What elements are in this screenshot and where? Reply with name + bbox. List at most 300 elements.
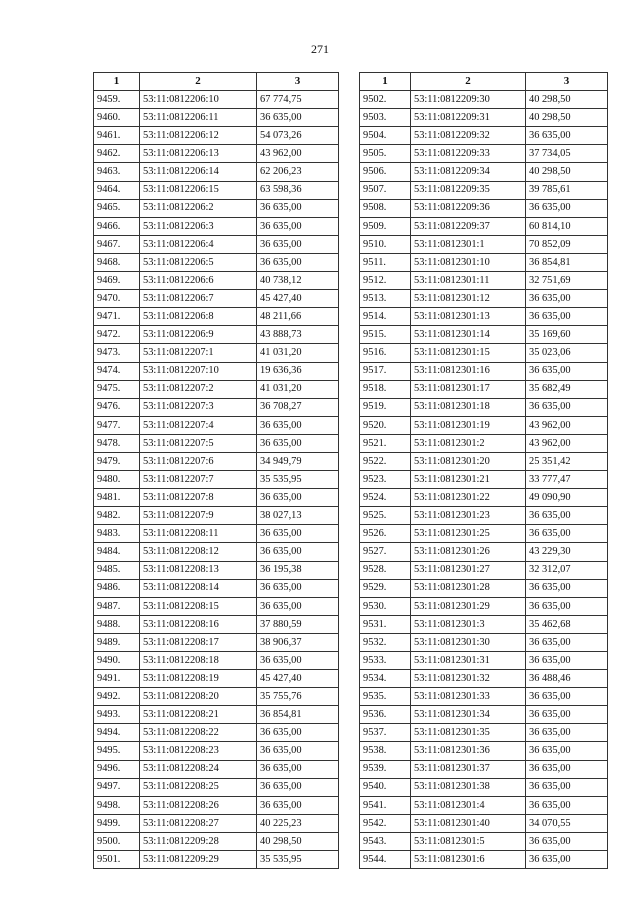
row-number: 9505. — [360, 145, 411, 163]
table-row — [94, 416, 339, 434]
cadastral-number: 53:11:0812207:9 — [140, 507, 257, 525]
table-row — [360, 615, 608, 633]
table-row — [94, 434, 339, 452]
cadastral-number: 53:11:0812209:35 — [411, 181, 526, 199]
table-row — [94, 235, 339, 253]
row-number: 9503. — [360, 109, 411, 127]
cadastral-number: 53:11:0812301:23 — [411, 507, 526, 525]
cadastral-value: 36 635,00 — [257, 778, 339, 796]
header-col-3: 3 — [257, 73, 339, 91]
table-row — [94, 145, 339, 163]
table-row — [360, 91, 608, 109]
cadastral-number: 53:11:0812209:34 — [411, 163, 526, 181]
table-body-left — [94, 91, 339, 869]
row-number: 9537. — [360, 724, 411, 742]
cadastral-value: 36 635,00 — [257, 253, 339, 271]
cadastral-number: 53:11:0812301:10 — [411, 253, 526, 271]
table-row — [360, 163, 608, 181]
cadastral-number: 53:11:0812206:2 — [140, 199, 257, 217]
cadastral-number: 53:11:0812301:1 — [411, 235, 526, 253]
cadastral-number: 53:11:0812301:17 — [411, 380, 526, 398]
table-row — [360, 290, 608, 308]
table-row — [360, 471, 608, 489]
cadastral-value: 36 635,00 — [526, 724, 608, 742]
table-row — [94, 724, 339, 742]
row-number: 9471. — [94, 308, 140, 326]
table-row — [360, 416, 608, 434]
table-row — [360, 217, 608, 235]
row-number: 9540. — [360, 778, 411, 796]
table-row — [360, 489, 608, 507]
table-row — [94, 181, 339, 199]
cadastral-value: 62 206,23 — [257, 163, 339, 181]
cadastral-number: 53:11:0812208:12 — [140, 543, 257, 561]
cadastral-number: 53:11:0812206:13 — [140, 145, 257, 163]
cadastral-number: 53:11:0812206:3 — [140, 217, 257, 235]
cadastral-value: 36 635,00 — [526, 742, 608, 760]
cadastral-value: 37 734,05 — [526, 145, 608, 163]
table-row — [94, 489, 339, 507]
cadastral-value: 36 488,46 — [526, 670, 608, 688]
cadastral-number: 53:11:0812206:7 — [140, 290, 257, 308]
cadastral-number: 53:11:0812301:32 — [411, 670, 526, 688]
cadastral-value: 32 312,07 — [526, 561, 608, 579]
table-row — [94, 579, 339, 597]
row-number: 9517. — [360, 362, 411, 380]
table-row — [360, 724, 608, 742]
cadastral-number: 53:11:0812208:11 — [140, 525, 257, 543]
row-number: 9498. — [94, 796, 140, 814]
cadastral-number: 53:11:0812301:29 — [411, 597, 526, 615]
row-number: 9496. — [94, 760, 140, 778]
cadastral-value: 19 636,36 — [257, 362, 339, 380]
row-number: 9493. — [94, 706, 140, 724]
cadastral-value: 36 635,00 — [257, 434, 339, 452]
cadastral-value: 36 635,00 — [526, 525, 608, 543]
cadastral-number: 53:11:0812301:20 — [411, 452, 526, 470]
cadastral-value: 33 777,47 — [526, 471, 608, 489]
cadastral-value: 40 298,50 — [257, 832, 339, 850]
table-row — [94, 290, 339, 308]
row-number: 9524. — [360, 489, 411, 507]
cadastral-number: 53:11:0812208:19 — [140, 670, 257, 688]
cadastral-value: 36 635,00 — [257, 199, 339, 217]
cadastral-value: 36 635,00 — [257, 760, 339, 778]
row-number: 9482. — [94, 507, 140, 525]
table-row — [94, 543, 339, 561]
row-number: 9511. — [360, 253, 411, 271]
row-number: 9460. — [94, 109, 140, 127]
row-number: 9518. — [360, 380, 411, 398]
cadastral-value: 48 211,66 — [257, 308, 339, 326]
cadastral-value: 35 535,95 — [257, 851, 339, 869]
row-number: 9481. — [94, 489, 140, 507]
cadastral-number: 53:11:0812301:6 — [411, 851, 526, 869]
row-number: 9475. — [94, 380, 140, 398]
cadastral-number: 53:11:0812209:32 — [411, 127, 526, 145]
table-row — [360, 398, 608, 416]
header-col-1: 1 — [360, 73, 411, 91]
row-number: 9544. — [360, 851, 411, 869]
table-row — [360, 127, 608, 145]
table-row — [360, 543, 608, 561]
table-row — [94, 398, 339, 416]
row-number: 9487. — [94, 597, 140, 615]
cadastral-number: 53:11:0812209:36 — [411, 199, 526, 217]
header-row — [360, 73, 608, 91]
cadastral-number: 53:11:0812301:28 — [411, 579, 526, 597]
cadastral-number: 53:11:0812301:21 — [411, 471, 526, 489]
cadastral-number: 53:11:0812208:13 — [140, 561, 257, 579]
table-row — [360, 253, 608, 271]
header-row — [94, 73, 339, 91]
table-row — [360, 272, 608, 290]
table-row — [94, 615, 339, 633]
cadastral-value: 36 635,00 — [257, 235, 339, 253]
cadastral-value: 36 635,00 — [526, 778, 608, 796]
row-number: 9523. — [360, 471, 411, 489]
row-number: 9466. — [94, 217, 140, 235]
cadastral-number: 53:11:0812301:40 — [411, 814, 526, 832]
cadastral-number: 53:11:0812206:12 — [140, 127, 257, 145]
cadastral-number: 53:11:0812207:2 — [140, 380, 257, 398]
row-number: 9478. — [94, 434, 140, 452]
table-row — [94, 851, 339, 869]
row-number: 9485. — [94, 561, 140, 579]
row-number: 9483. — [94, 525, 140, 543]
cadastral-value: 36 635,00 — [257, 579, 339, 597]
table-row — [360, 326, 608, 344]
cadastral-number: 53:11:0812208:16 — [140, 615, 257, 633]
row-number: 9504. — [360, 127, 411, 145]
cadastral-number: 53:11:0812206:15 — [140, 181, 257, 199]
row-number: 9509. — [360, 217, 411, 235]
cadastral-value: 36 635,00 — [526, 633, 608, 651]
row-number: 9461. — [94, 127, 140, 145]
cadastral-number: 53:11:0812207:10 — [140, 362, 257, 380]
table-row — [360, 851, 608, 869]
row-number: 9526. — [360, 525, 411, 543]
cadastral-number: 53:11:0812301:3 — [411, 615, 526, 633]
cadastral-value: 40 298,50 — [526, 109, 608, 127]
table-row — [360, 597, 608, 615]
cadastral-value: 36 635,00 — [526, 199, 608, 217]
cadastral-value: 34 949,79 — [257, 452, 339, 470]
cadastral-number: 53:11:0812208:18 — [140, 652, 257, 670]
cadastral-value: 36 708,27 — [257, 398, 339, 416]
cadastral-value: 36 635,00 — [257, 724, 339, 742]
cadastral-value: 36 635,00 — [526, 851, 608, 869]
cadastral-number: 53:11:0812208:15 — [140, 597, 257, 615]
cadastral-value: 36 635,00 — [257, 109, 339, 127]
row-number: 9520. — [360, 416, 411, 434]
table-row — [360, 706, 608, 724]
row-number: 9508. — [360, 199, 411, 217]
row-number: 9519. — [360, 398, 411, 416]
cadastral-value: 41 031,20 — [257, 380, 339, 398]
row-number: 9500. — [94, 832, 140, 850]
cadastral-value: 40 225,23 — [257, 814, 339, 832]
row-number: 9497. — [94, 778, 140, 796]
table-row — [360, 380, 608, 398]
row-number: 9462. — [94, 145, 140, 163]
table-row — [360, 796, 608, 814]
table-row — [94, 706, 339, 724]
table-row — [94, 525, 339, 543]
cadastral-table-right — [359, 72, 608, 869]
cadastral-value: 36 635,00 — [526, 398, 608, 416]
row-number: 9507. — [360, 181, 411, 199]
cadastral-number: 53:11:0812301:15 — [411, 344, 526, 362]
cadastral-value: 36 195,38 — [257, 561, 339, 579]
cadastral-number: 53:11:0812301:12 — [411, 290, 526, 308]
row-number: 9489. — [94, 633, 140, 651]
row-number: 9525. — [360, 507, 411, 525]
row-number: 9512. — [360, 272, 411, 290]
cadastral-value: 43 962,00 — [526, 434, 608, 452]
table-body-right — [360, 91, 608, 869]
cadastral-value: 45 427,40 — [257, 670, 339, 688]
cadastral-number: 53:11:0812301:2 — [411, 434, 526, 452]
row-number: 9541. — [360, 796, 411, 814]
cadastral-value: 36 635,00 — [526, 308, 608, 326]
cadastral-number: 53:11:0812301:35 — [411, 724, 526, 742]
header-col-1: 1 — [94, 73, 140, 91]
cadastral-value: 37 880,59 — [257, 615, 339, 633]
row-number: 9495. — [94, 742, 140, 760]
row-number: 9532. — [360, 633, 411, 651]
row-number: 9542. — [360, 814, 411, 832]
header-col-3: 3 — [526, 73, 608, 91]
header-col-2: 2 — [140, 73, 257, 91]
row-number: 9538. — [360, 742, 411, 760]
table-row — [94, 109, 339, 127]
table-row — [360, 109, 608, 127]
cadastral-number: 53:11:0812209:29 — [140, 851, 257, 869]
cadastral-value: 40 298,50 — [526, 163, 608, 181]
cadastral-value: 36 854,81 — [257, 706, 339, 724]
row-number: 9479. — [94, 452, 140, 470]
cadastral-number: 53:11:0812206:5 — [140, 253, 257, 271]
cadastral-value: 36 635,00 — [526, 688, 608, 706]
table-row — [94, 253, 339, 271]
cadastral-value: 36 635,00 — [526, 362, 608, 380]
cadastral-value: 36 635,00 — [526, 597, 608, 615]
cadastral-value: 40 298,50 — [526, 91, 608, 109]
cadastral-number: 53:11:0812209:33 — [411, 145, 526, 163]
cadastral-number: 53:11:0812208:23 — [140, 742, 257, 760]
table-row — [94, 814, 339, 832]
cadastral-number: 53:11:0812208:25 — [140, 778, 257, 796]
row-number: 9472. — [94, 326, 140, 344]
cadastral-number: 53:11:0812207:8 — [140, 489, 257, 507]
row-number: 9501. — [94, 851, 140, 869]
row-number: 9490. — [94, 652, 140, 670]
cadastral-value: 35 169,60 — [526, 326, 608, 344]
cadastral-value: 36 635,00 — [526, 127, 608, 145]
row-number: 9530. — [360, 597, 411, 615]
cadastral-number: 53:11:0812301:16 — [411, 362, 526, 380]
cadastral-number: 53:11:0812208:27 — [140, 814, 257, 832]
row-number: 9502. — [360, 91, 411, 109]
cadastral-number: 53:11:0812208:21 — [140, 706, 257, 724]
cadastral-number: 53:11:0812301:26 — [411, 543, 526, 561]
table-row — [94, 760, 339, 778]
cadastral-number: 53:11:0812206:14 — [140, 163, 257, 181]
table-row — [360, 814, 608, 832]
cadastral-number: 53:11:0812301:18 — [411, 398, 526, 416]
table-row — [360, 561, 608, 579]
table-row — [360, 525, 608, 543]
cadastral-value: 36 635,00 — [257, 597, 339, 615]
row-number: 9488. — [94, 615, 140, 633]
row-number: 9522. — [360, 452, 411, 470]
cadastral-value: 35 535,95 — [257, 471, 339, 489]
cadastral-number: 53:11:0812207:4 — [140, 416, 257, 434]
cadastral-value: 36 635,00 — [526, 290, 608, 308]
cadastral-value: 36 635,00 — [257, 489, 339, 507]
cadastral-number: 53:11:0812301:14 — [411, 326, 526, 344]
cadastral-number: 53:11:0812208:24 — [140, 760, 257, 778]
cadastral-value: 36 635,00 — [257, 742, 339, 760]
row-number: 9516. — [360, 344, 411, 362]
table-row — [360, 670, 608, 688]
cadastral-value: 38 906,37 — [257, 633, 339, 651]
table-row — [94, 742, 339, 760]
cadastral-value: 67 774,75 — [257, 91, 339, 109]
cadastral-value: 32 751,69 — [526, 272, 608, 290]
table-row — [360, 742, 608, 760]
cadastral-number: 53:11:0812208:26 — [140, 796, 257, 814]
table-row — [360, 362, 608, 380]
cadastral-number: 53:11:0812209:28 — [140, 832, 257, 850]
cadastral-number: 53:11:0812206:11 — [140, 109, 257, 127]
cadastral-value: 36 635,00 — [526, 652, 608, 670]
row-number: 9536. — [360, 706, 411, 724]
cadastral-value: 35 682,49 — [526, 380, 608, 398]
cadastral-value: 36 854,81 — [526, 253, 608, 271]
row-number: 9531. — [360, 615, 411, 633]
cadastral-value: 36 635,00 — [257, 652, 339, 670]
table-row — [360, 145, 608, 163]
cadastral-number: 53:11:0812207:1 — [140, 344, 257, 362]
row-number: 9492. — [94, 688, 140, 706]
cadastral-value: 45 427,40 — [257, 290, 339, 308]
cadastral-value: 36 635,00 — [526, 760, 608, 778]
cadastral-number: 53:11:0812208:20 — [140, 688, 257, 706]
table-row — [94, 796, 339, 814]
cadastral-number: 53:11:0812206:10 — [140, 91, 257, 109]
table-row — [94, 597, 339, 615]
cadastral-value: 43 888,73 — [257, 326, 339, 344]
row-number: 9474. — [94, 362, 140, 380]
cadastral-value: 35 023,06 — [526, 344, 608, 362]
row-number: 9515. — [360, 326, 411, 344]
row-number: 9470. — [94, 290, 140, 308]
table-row — [360, 344, 608, 362]
cadastral-value: 38 027,13 — [257, 507, 339, 525]
row-number: 9477. — [94, 416, 140, 434]
row-number: 9528. — [360, 561, 411, 579]
table-row — [94, 127, 339, 145]
table-row — [94, 91, 339, 109]
table-row — [360, 181, 608, 199]
row-number: 9480. — [94, 471, 140, 489]
cadastral-number: 53:11:0812301:38 — [411, 778, 526, 796]
row-number: 9521. — [360, 434, 411, 452]
table-row — [360, 507, 608, 525]
row-number: 9465. — [94, 199, 140, 217]
cadastral-number: 53:11:0812207:7 — [140, 471, 257, 489]
cadastral-number: 53:11:0812209:30 — [411, 91, 526, 109]
row-number: 9533. — [360, 652, 411, 670]
cadastral-value: 40 738,12 — [257, 272, 339, 290]
row-number: 9494. — [94, 724, 140, 742]
row-number: 9514. — [360, 308, 411, 326]
cadastral-value: 41 031,20 — [257, 344, 339, 362]
cadastral-value: 25 351,42 — [526, 452, 608, 470]
row-number: 9469. — [94, 272, 140, 290]
table-row — [360, 452, 608, 470]
table-row — [94, 326, 339, 344]
table-row — [94, 380, 339, 398]
cadastral-value: 43 962,00 — [257, 145, 339, 163]
table-row — [94, 561, 339, 579]
cadastral-value: 34 070,55 — [526, 814, 608, 832]
table-row — [94, 633, 339, 651]
table-row — [94, 832, 339, 850]
table-row — [360, 633, 608, 651]
cadastral-value: 35 462,68 — [526, 615, 608, 633]
row-number: 9468. — [94, 253, 140, 271]
cadastral-value: 36 635,00 — [257, 796, 339, 814]
cadastral-number: 53:11:0812208:17 — [140, 633, 257, 651]
cadastral-value: 35 755,76 — [257, 688, 339, 706]
cadastral-number: 53:11:0812301:19 — [411, 416, 526, 434]
table-row — [94, 670, 339, 688]
table-row — [94, 199, 339, 217]
cadastral-number: 53:11:0812301:37 — [411, 760, 526, 778]
cadastral-number: 53:11:0812301:34 — [411, 706, 526, 724]
cadastral-value: 60 814,10 — [526, 217, 608, 235]
table-row — [360, 235, 608, 253]
cadastral-number: 53:11:0812301:31 — [411, 652, 526, 670]
table-row — [94, 452, 339, 470]
table-row — [94, 507, 339, 525]
row-number: 9467. — [94, 235, 140, 253]
table-row — [360, 308, 608, 326]
cadastral-number: 53:11:0812301:33 — [411, 688, 526, 706]
row-number: 9486. — [94, 579, 140, 597]
cadastral-number: 53:11:0812301:11 — [411, 272, 526, 290]
cadastral-number: 53:11:0812301:27 — [411, 561, 526, 579]
cadastral-value: 49 090,90 — [526, 489, 608, 507]
cadastral-number: 53:11:0812206:4 — [140, 235, 257, 253]
cadastral-number: 53:11:0812301:4 — [411, 796, 526, 814]
cadastral-value: 36 635,00 — [526, 796, 608, 814]
row-number: 9535. — [360, 688, 411, 706]
table-row — [94, 688, 339, 706]
cadastral-value: 54 073,26 — [257, 127, 339, 145]
table-row — [360, 760, 608, 778]
row-number: 9473. — [94, 344, 140, 362]
cadastral-number: 53:11:0812208:14 — [140, 579, 257, 597]
cadastral-value: 36 635,00 — [257, 525, 339, 543]
table-row — [94, 652, 339, 670]
cadastral-value: 36 635,00 — [526, 706, 608, 724]
row-number: 9543. — [360, 832, 411, 850]
row-number: 9527. — [360, 543, 411, 561]
